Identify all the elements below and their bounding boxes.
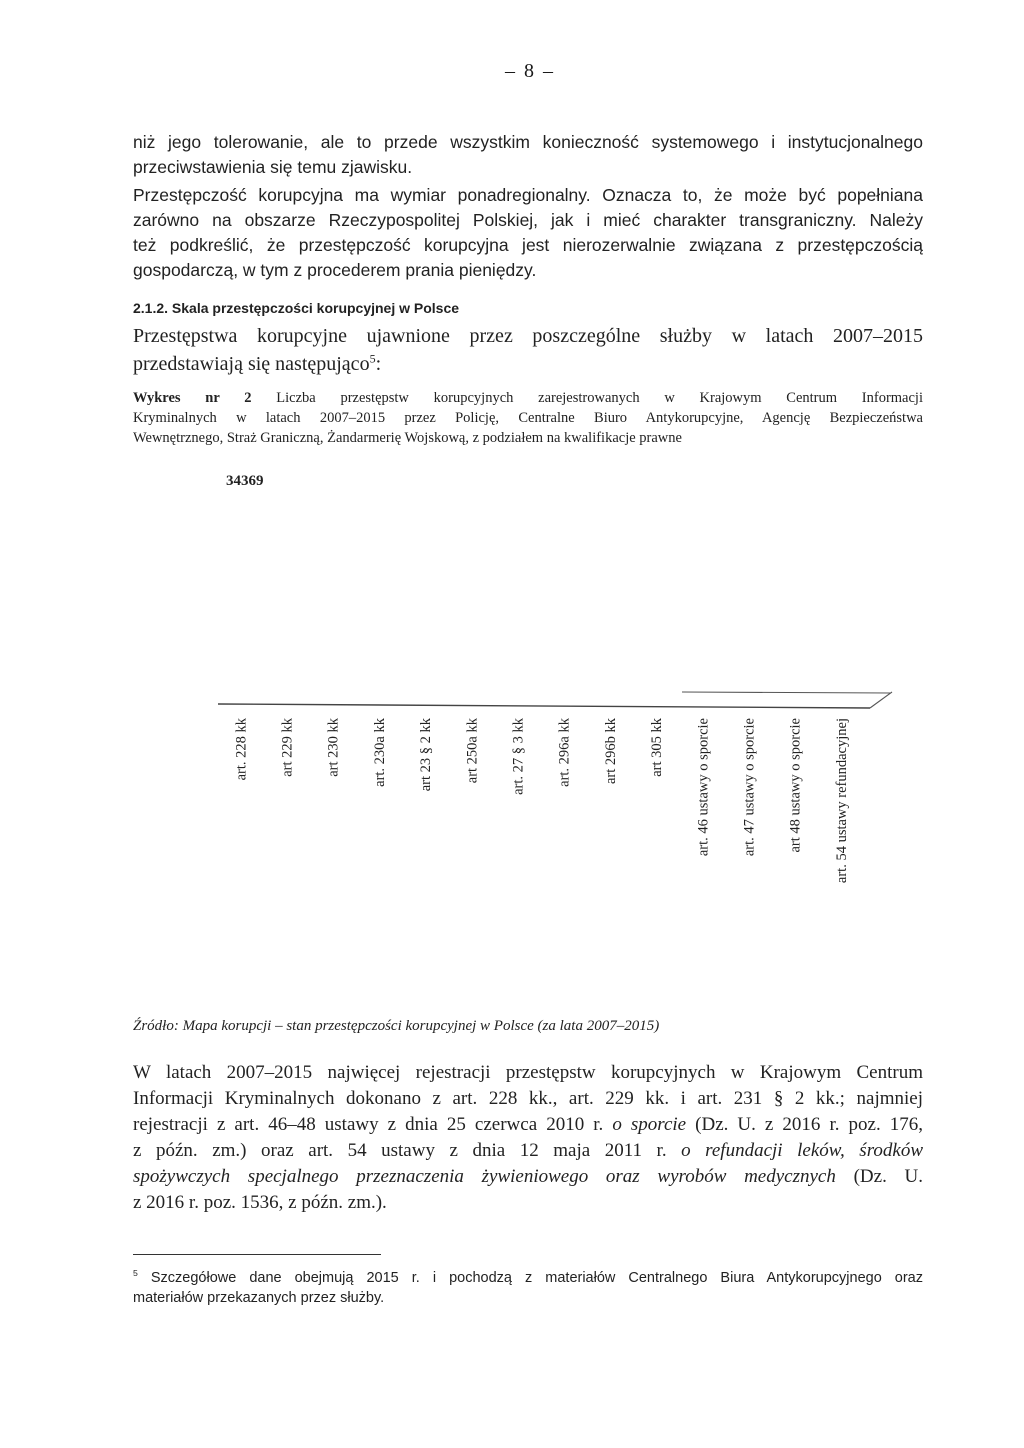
category-labels <box>233 717 850 883</box>
caption-line-text: Liczba przestępstw korupcyjnych zarejestrowanych w Krajowym Centrum Informacji <box>276 390 923 406</box>
summary-italic: o sporcie <box>612 1114 687 1135</box>
category-label: art. 296a kk <box>556 718 573 787</box>
category-label: art 229 kk <box>279 718 296 777</box>
intro-line-end: : <box>375 353 382 375</box>
chart-data-label: 34369 <box>226 473 264 489</box>
footnote <box>133 1268 923 1308</box>
summary-line: z 2016 r. poz. 1536, z późn. zm.). <box>133 1192 387 1213</box>
summary-text: z późn. zm.) oraz art. 54 ustawy z dnia 12 maja 2011 r. <box>133 1140 667 1161</box>
summary-text: (Dz. U. z 2016 r. poz. 176, <box>695 1114 923 1135</box>
summary-line <box>133 1164 923 1190</box>
category-label: art 230 kk <box>325 718 342 777</box>
summary-line <box>133 1112 923 1138</box>
paragraph-line: przeciwstawienia się temu zjawisku. <box>133 157 413 177</box>
section-heading: 2.1.2. Skala przestępczości korupcyjnej w Polsce <box>133 300 460 316</box>
category-label: art 305 kk <box>649 718 666 777</box>
paragraph-line: Przestępczość korupcyjna ma wymiar ponadregionalny. Oznacza to, że może być popełniana <box>133 185 923 205</box>
chart-axis-line-upper <box>682 692 890 693</box>
paragraph-line: też podkreślić, że przestępczość korupcyjna jest nierozerwalnie związana z przestępczością <box>133 235 923 255</box>
footnote-number: 5 <box>133 1268 138 1279</box>
caption-line: Wewnętrznego, Straż Graniczną, Żandarmerię Wojskową, z podziałem na kwalifikacje prawne <box>133 430 682 446</box>
chart-axis-corner <box>870 692 892 708</box>
caption-line: Kryminalnych w latach 2007–2015 przez Policję, Centralne Biuro Antykorupcyjne, Agencję Bezpieczeństwa <box>133 410 923 426</box>
category-label: art 250a kk <box>464 718 481 784</box>
paragraph-line: niż jego tolerowanie, ale to przede wszystkim konieczność systemowego i instytucjonalnego <box>133 132 923 152</box>
summary-line <box>133 1138 923 1164</box>
intro-line: przedstawiają się następująco <box>133 353 370 375</box>
category-label: art. 47 ustawy o sporcie <box>741 718 758 857</box>
footnote-reference[interactable]: 5 <box>369 351 376 366</box>
chart-baseline <box>218 692 892 708</box>
summary-italic: o refundacji leków, środków <box>681 1140 923 1161</box>
footnote-text: Szczegółowe dane obejmują 2015 r. i pochodzą z materiałów Centralnego Biura Antykorupcyjnego oraz <box>150 1270 923 1286</box>
summary-text: rejestracji z art. 46–48 ustawy z dnia 25 czerwca 2010 r. <box>133 1114 604 1135</box>
summary-text: (Dz. U. <box>853 1166 924 1187</box>
paragraph-line: gospodarczą, w tym z procederem prania pieniędzy. <box>133 260 537 280</box>
page-number: – 8 – <box>505 60 555 82</box>
summary-line: Informacji Kryminalnych dokonano z art. 228 kk., art. 229 kk. i art. 231 § 2 kk.; najmniej <box>133 1088 923 1109</box>
chart-axis-line <box>218 704 870 708</box>
category-label: art. 228 kk <box>233 718 250 781</box>
category-label: art. 46 ustawy o sporcie <box>695 718 712 857</box>
footnote-line <box>133 1268 923 1288</box>
caption-prefix: Wykres nr 2 <box>133 390 252 406</box>
paragraph-line: zarówno na obszarze Rzeczypospolitej Polskiej, jak i mieć charakter transgraniczny. Należy <box>133 210 923 230</box>
footnote-line: materiałów przekazanych przez służby. <box>133 1290 385 1306</box>
category-label: art 296b kk <box>602 718 619 785</box>
summary-italic: spożywczych specjalnego przeznaczenia żywieniowego oraz wyrobów medycznych <box>133 1166 836 1187</box>
summary-line: W latach 2007–2015 najwięcej rejestracji przestępstw korupcyjnych w Krajowym Centrum <box>133 1062 923 1083</box>
category-label: art. 54 ustawy refundacyjnej <box>833 718 850 884</box>
category-label: art. 230a kk <box>371 718 388 787</box>
footnote-divider <box>133 1254 381 1255</box>
intro-line: Przestępstwa korupcyjne ujawnione przez poszczególne służby w latach 2007–2015 <box>133 325 923 347</box>
chart-source: Źródło: Mapa korupcji – stan przestępczości korupcyjnej w Polsce (za lata 2007–2015) <box>133 1018 660 1034</box>
category-label: art 48 ustawy o sporcie <box>787 718 804 853</box>
summary-paragraph <box>133 1060 923 1216</box>
category-label: art. 27 § 3 kk <box>510 718 527 795</box>
category-label: art 23 § 2 kk <box>418 718 435 792</box>
